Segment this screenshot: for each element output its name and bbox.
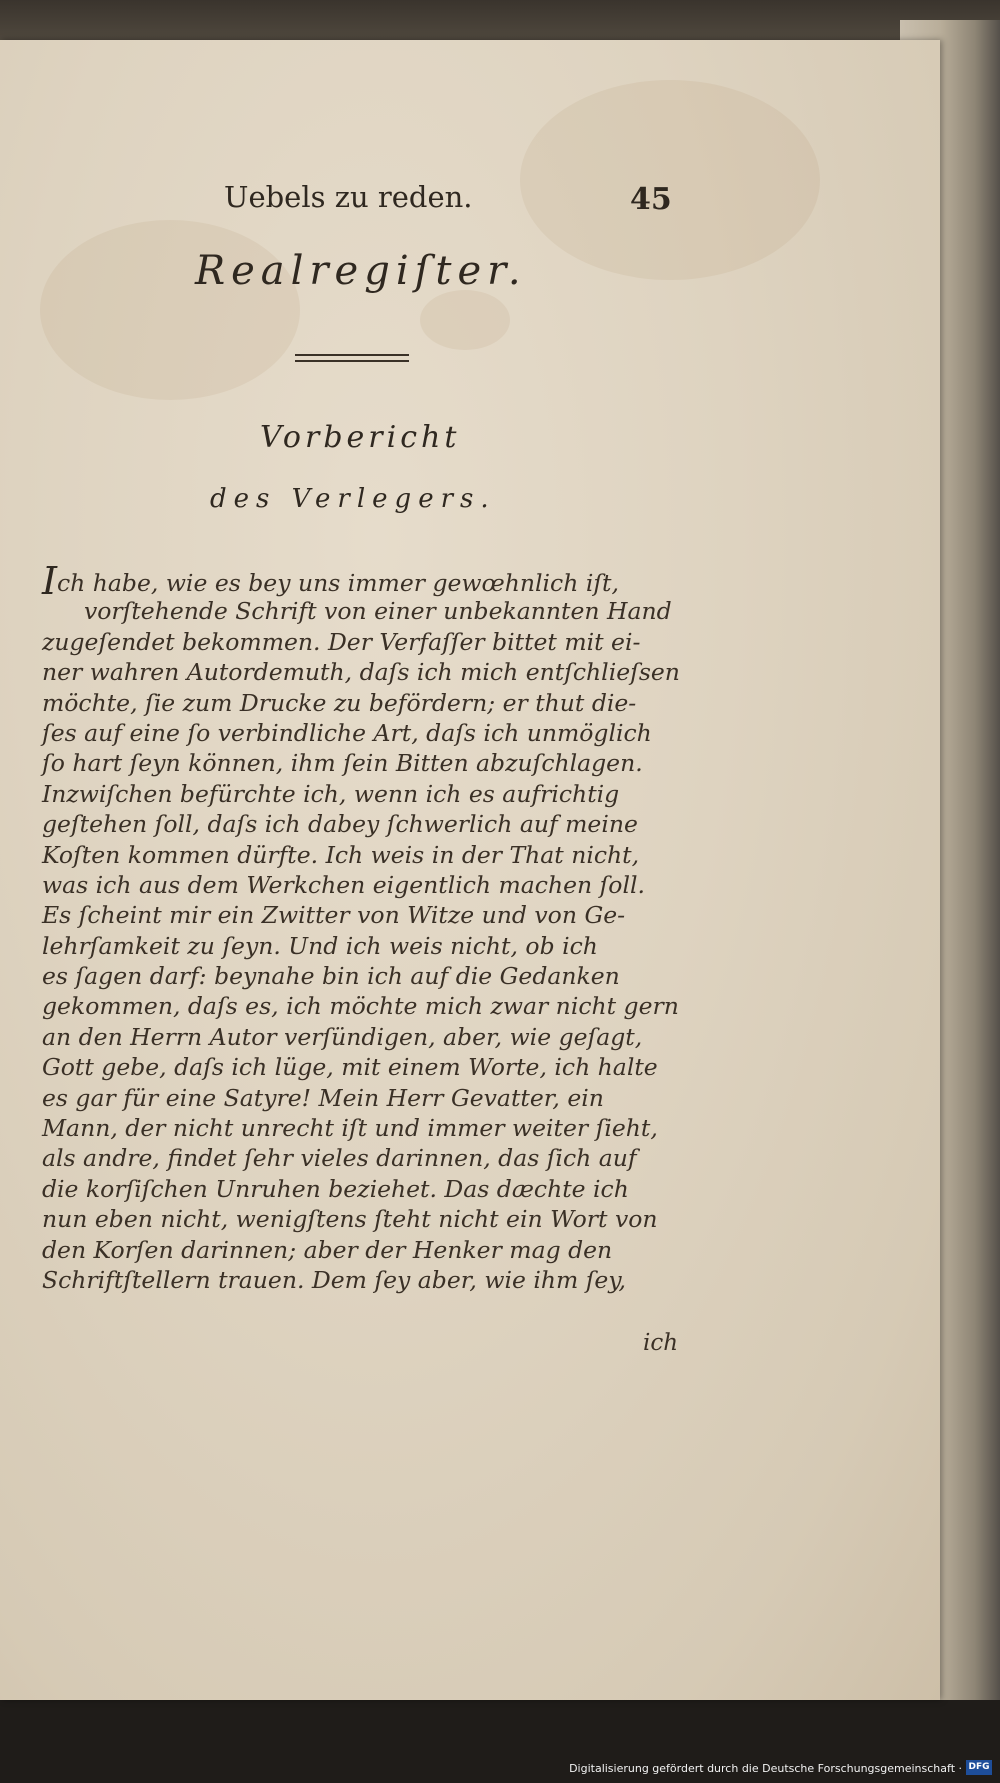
text-line: vorſtehende Schrift von einer unbekannten Hand	[84, 597, 672, 626]
text-line: zugeſendet bekommen. Der Verfaſſer bittet mit ei-	[42, 627, 641, 656]
text-line: Inzwiſchen befürchte ich, wenn ich es aufrichtig	[42, 779, 620, 808]
text-line: geſtehen ſoll, daſs ich dabey ſchwerlich auf meine	[42, 810, 638, 839]
dfg-logo-icon: DFG	[966, 1760, 992, 1775]
page-number: 45	[630, 182, 672, 217]
text-line: es ſagen darf: beynahe bin ich auf die Gedanken	[42, 962, 620, 991]
catchword: ich	[643, 1330, 679, 1356]
text-line: ſo hart ſeyn können, ihm ſein Bitten abzuſchlagen.	[42, 749, 643, 778]
section-subheading: des Verlegers.	[210, 484, 496, 514]
digitization-credit: Digitalisierung gefördert durch die Deutsche Forschungsgemeinschaft ·	[569, 1762, 962, 1775]
text-line: Es ſcheint mir ein Zwitter von Witze und von Ge-	[42, 901, 626, 930]
text-line: an den Herrn Autor verſündigen, aber, wie geſagt,	[42, 1022, 643, 1051]
text-line: Koſten kommen dürfte. Ich weis in der That nicht,	[42, 840, 640, 869]
text-line: Ich habe, wie es bey uns immer gewœhnlich iſt,	[42, 559, 619, 603]
drop-cap: I	[42, 559, 58, 603]
text-line: nun eben nicht, wenigſtens ſteht nicht ein Wort von	[42, 1205, 658, 1234]
text-line: als andre, findet ſehr vieles darinnen, das ſich auf	[42, 1144, 637, 1173]
text-line: möchte, ſie zum Drucke zu befördern; er thut die-	[42, 688, 637, 717]
text-line: lehrſamkeit zu ſeyn. Und ich weis nicht, ob ich	[42, 931, 598, 960]
text-line: gekommen, daſs es, ich möchte mich zwar nicht gern	[42, 992, 679, 1021]
text-line: ner wahren Autordemuth, daſs ich mich entſchlieſsen	[42, 658, 680, 687]
text-line: den Korſen darinnen; aber der Henker mag den	[42, 1235, 613, 1264]
text-line: es gar für eine Satyre! Mein Herr Gevatter, ein	[42, 1083, 604, 1112]
double-rule	[295, 354, 409, 362]
text-line: Mann, der nicht unrecht iſt und immer weiter ſieht,	[42, 1114, 658, 1143]
section-heading: Vorbericht	[260, 420, 461, 455]
text-line: Gott gebe, daſs ich lüge, mit einem Worte, ich halte	[42, 1053, 658, 1082]
text-line: ſes auf eine ſo verbindliche Art, daſs ich unmöglich	[42, 718, 652, 747]
paper-stain	[420, 290, 510, 350]
text-line: die korſiſchen Unruhen beziehet. Das dæchte ich	[42, 1174, 629, 1203]
paper-stain	[520, 80, 820, 280]
paper-stain	[40, 220, 300, 400]
text-line: Schriftſtellern trauen. Dem ſey aber, wie ihm ſey,	[42, 1265, 626, 1294]
body-text	[42, 559, 682, 1295]
running-head: Uebels zu reden.	[224, 180, 473, 214]
page-title: Realregiſter.	[195, 248, 527, 294]
text-line: was ich aus dem Werkchen eigentlich machen ſoll.	[42, 870, 645, 899]
